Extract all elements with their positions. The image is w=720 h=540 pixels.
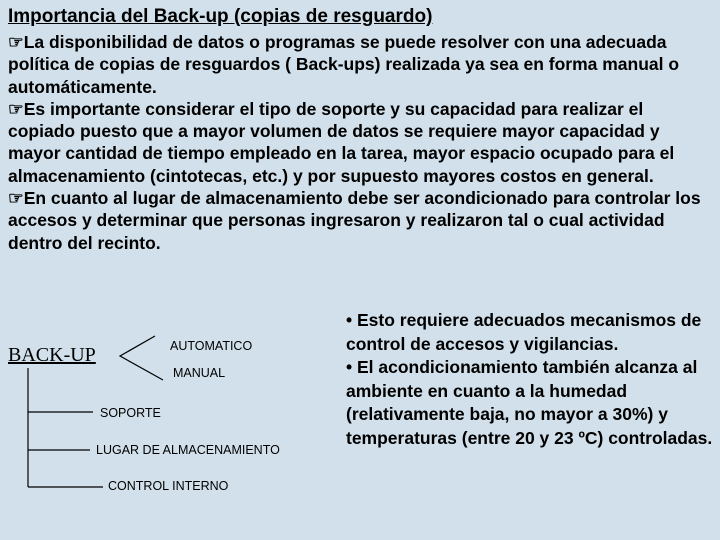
diagram-item-soporte: SOPORTE <box>100 406 161 420</box>
right-bullet-environment: • El acondicionamiento también alcanza al ambiente en cuanto a la humedad (relativamente baja, no mayor a 30%) y temperaturas (entre 20 y 23 ºC) controladas. <box>346 357 713 448</box>
paragraph-text: En cuanto al lugar de almacenamiento debe ser acondicionado para controlar los accesos y determinar que personas ingresaron y realizaron tal o cual actividad dentro del recinto. <box>8 188 701 253</box>
pointing-hand-icon: ☞ <box>8 32 24 52</box>
right-bullets <box>346 309 714 450</box>
right-bullet-access-control: • Esto requiere adecuados mecanismos de control de accesos y vigilancias. <box>346 310 702 354</box>
backup-branch-bracket <box>120 336 163 380</box>
diagram-item-lugar: LUGAR DE ALMACENAMIENTO <box>96 443 280 457</box>
diagram-root-backup: BACK-UP <box>8 344 96 366</box>
paragraph-text: La disponibilidad de datos o programas se puede resolver con una adecuada política de copias de resguardos ( Back-ups) realizada ya sea en forma manual o automáticamente. <box>8 32 680 97</box>
diagram-branch-manual: MANUAL <box>173 366 226 380</box>
paragraph-text: Es importante considerar el tipo de soporte y su capacidad para realizar el copiado puesto que a mayor volumen de datos se requiere mayor capacidad y mayor cantidad de tiempo empleado en la tarea, mayor espacio ocupado para el almacenamiento (cintotecas, etc.) y por supuesto mayores costos en general. <box>8 98 675 186</box>
page-title: Importancia del Back-up (copias de resguardo) <box>8 6 433 27</box>
pointing-hand-icon: ☞ <box>8 98 24 119</box>
diagram-item-control: CONTROL INTERNO <box>108 479 229 493</box>
diagram-branch-automatico: AUTOMATICO <box>170 339 253 353</box>
pointing-hand-icon: ☞ <box>8 188 24 209</box>
